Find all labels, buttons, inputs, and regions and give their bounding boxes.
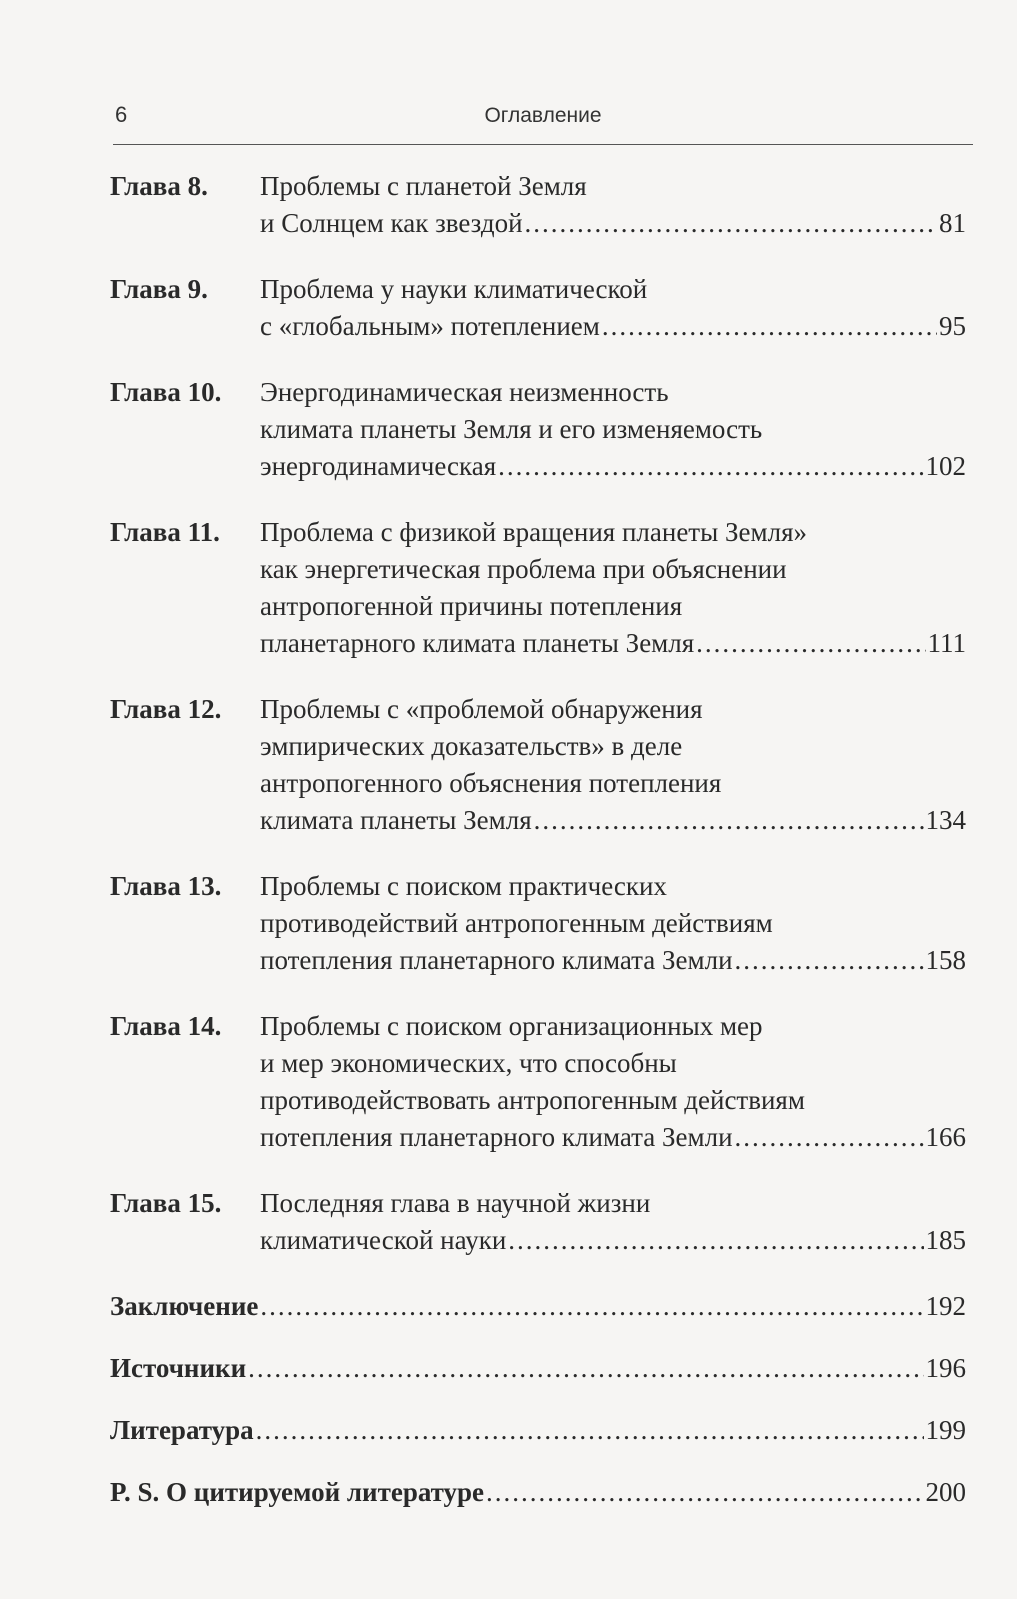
dot-leader <box>486 1474 923 1511</box>
toc-section-entry <box>110 1412 966 1449</box>
toc-chapter-entry <box>110 868 966 979</box>
chapter-title-line: климатической науки <box>260 1225 507 1255</box>
chapter-title <box>260 514 966 662</box>
toc-chapter-entry <box>110 374 966 485</box>
section-title: Заключение <box>110 1291 259 1321</box>
chapter-title-line: противодействовать антропогенным действиям <box>260 1085 805 1115</box>
dot-leader <box>534 802 924 839</box>
chapter-title-line: энергодинамическая <box>260 451 497 481</box>
toc-chapter-entry <box>110 168 966 242</box>
chapter-title-line: как энергетическая проблема при объяснении <box>260 554 787 584</box>
chapter-label: Глава 9. <box>110 274 208 304</box>
chapter-label: Глава 12. <box>110 694 222 724</box>
chapter-title-line: потепления планетарного климата Земли <box>260 945 733 975</box>
dot-leader <box>525 205 937 242</box>
chapter-title-line: противодействий антропогенным действиям <box>260 908 773 938</box>
chapter-title <box>260 168 966 242</box>
page-number: 6 <box>115 102 128 127</box>
chapter-label: Глава 11. <box>110 517 220 547</box>
page-ref: 158 <box>925 945 966 975</box>
chapter-title-last-line <box>260 625 966 662</box>
page-ref: 134 <box>925 805 966 835</box>
toc-section-entry <box>110 1474 966 1511</box>
page-ref: 200 <box>925 1477 966 1507</box>
chapter-title-last-line <box>260 802 966 839</box>
page-ref: 196 <box>925 1353 966 1383</box>
dot-leader <box>248 1350 923 1387</box>
chapter-label: Глава 14. <box>110 1011 222 1041</box>
dot-leader <box>260 1288 923 1325</box>
chapter-title-line: эмпирических доказательств» в деле <box>260 731 683 761</box>
toc-chapter-entry <box>110 1185 966 1259</box>
chapter-title-line: Проблемы с поиском организационных мер <box>260 1011 763 1041</box>
toc-chapter-entry <box>110 1008 966 1156</box>
toc-chapter-entry <box>110 514 966 662</box>
header-title: Оглавление <box>484 104 602 127</box>
chapter-title-last-line <box>260 448 966 485</box>
page-ref: 199 <box>925 1415 966 1445</box>
chapter-title-last-line <box>260 1222 966 1259</box>
chapter-title-line: Проблемы с планетой Земля <box>260 171 587 201</box>
chapter-title-line: потепления планетарного климата Земли <box>260 1122 733 1152</box>
section-list <box>110 1288 966 1511</box>
dot-leader <box>508 1222 923 1259</box>
chapter-list <box>110 168 966 1259</box>
chapter-title-last-line <box>260 308 966 345</box>
chapter-title-line: и Солнцем как звездой <box>260 208 523 238</box>
dot-leader <box>735 942 924 979</box>
toc-chapter-entry <box>110 691 966 839</box>
toc-section-entry <box>110 1350 966 1387</box>
section-title: Литература <box>110 1415 254 1445</box>
chapter-title-line: Энергодинамическая неизменность <box>260 377 669 407</box>
chapter-title-line: антропогенной причины потепления <box>260 591 683 621</box>
chapter-title-line: с «глобальным» потеплением <box>260 311 600 341</box>
dot-leader <box>498 448 923 485</box>
chapter-title-line: антропогенного объяснения потепления <box>260 768 722 798</box>
page-ref: 102 <box>925 451 966 481</box>
chapter-title-line: Проблема у науки климатической <box>260 274 648 304</box>
chapter-title-last-line <box>260 942 966 979</box>
chapter-title-last-line <box>260 1119 966 1156</box>
running-header <box>113 98 973 145</box>
table-of-contents <box>110 168 966 1536</box>
chapter-title-line: планетарного климата планеты Земля <box>260 628 695 658</box>
page-ref: 81 <box>939 208 966 238</box>
chapter-title-line: Проблемы с поиском практических <box>260 871 667 901</box>
chapter-title-line: Последняя глава в научной жизни <box>260 1188 651 1218</box>
chapter-label: Глава 8. <box>110 171 208 201</box>
page-ref: 95 <box>939 311 966 341</box>
dot-leader <box>602 308 937 345</box>
chapter-title <box>260 271 966 345</box>
chapter-title <box>260 868 966 979</box>
toc-chapter-entry <box>110 271 966 345</box>
chapter-title-line: климата планеты Земля и его изменяемость <box>260 414 763 444</box>
chapter-title <box>260 1008 966 1156</box>
dot-leader <box>256 1412 924 1449</box>
page-ref: 185 <box>925 1225 966 1255</box>
chapter-title <box>260 691 966 839</box>
toc-section-entry <box>110 1288 966 1325</box>
chapter-label: Глава 15. <box>110 1188 222 1218</box>
section-title: P. S. О цитируемой литературе <box>110 1477 485 1507</box>
section-title: Источники <box>110 1353 247 1383</box>
page-ref: 111 <box>927 628 966 658</box>
chapter-title-line: Проблемы с «проблемой обнаружения <box>260 694 703 724</box>
chapter-title-line: Проблема с физикой вращения планеты Земля» <box>260 517 807 547</box>
chapter-title <box>260 1185 966 1259</box>
dot-leader <box>696 625 925 662</box>
page-ref: 192 <box>925 1291 966 1321</box>
chapter-title-last-line <box>260 205 966 242</box>
chapter-title-line: климата планеты Земля <box>260 805 532 835</box>
dot-leader <box>735 1119 924 1156</box>
chapter-title <box>260 374 966 485</box>
chapter-label: Глава 10. <box>110 377 222 407</box>
page-ref: 166 <box>925 1122 966 1152</box>
chapter-label: Глава 13. <box>110 871 222 901</box>
chapter-title-line: и мер экономических, что способны <box>260 1048 677 1078</box>
